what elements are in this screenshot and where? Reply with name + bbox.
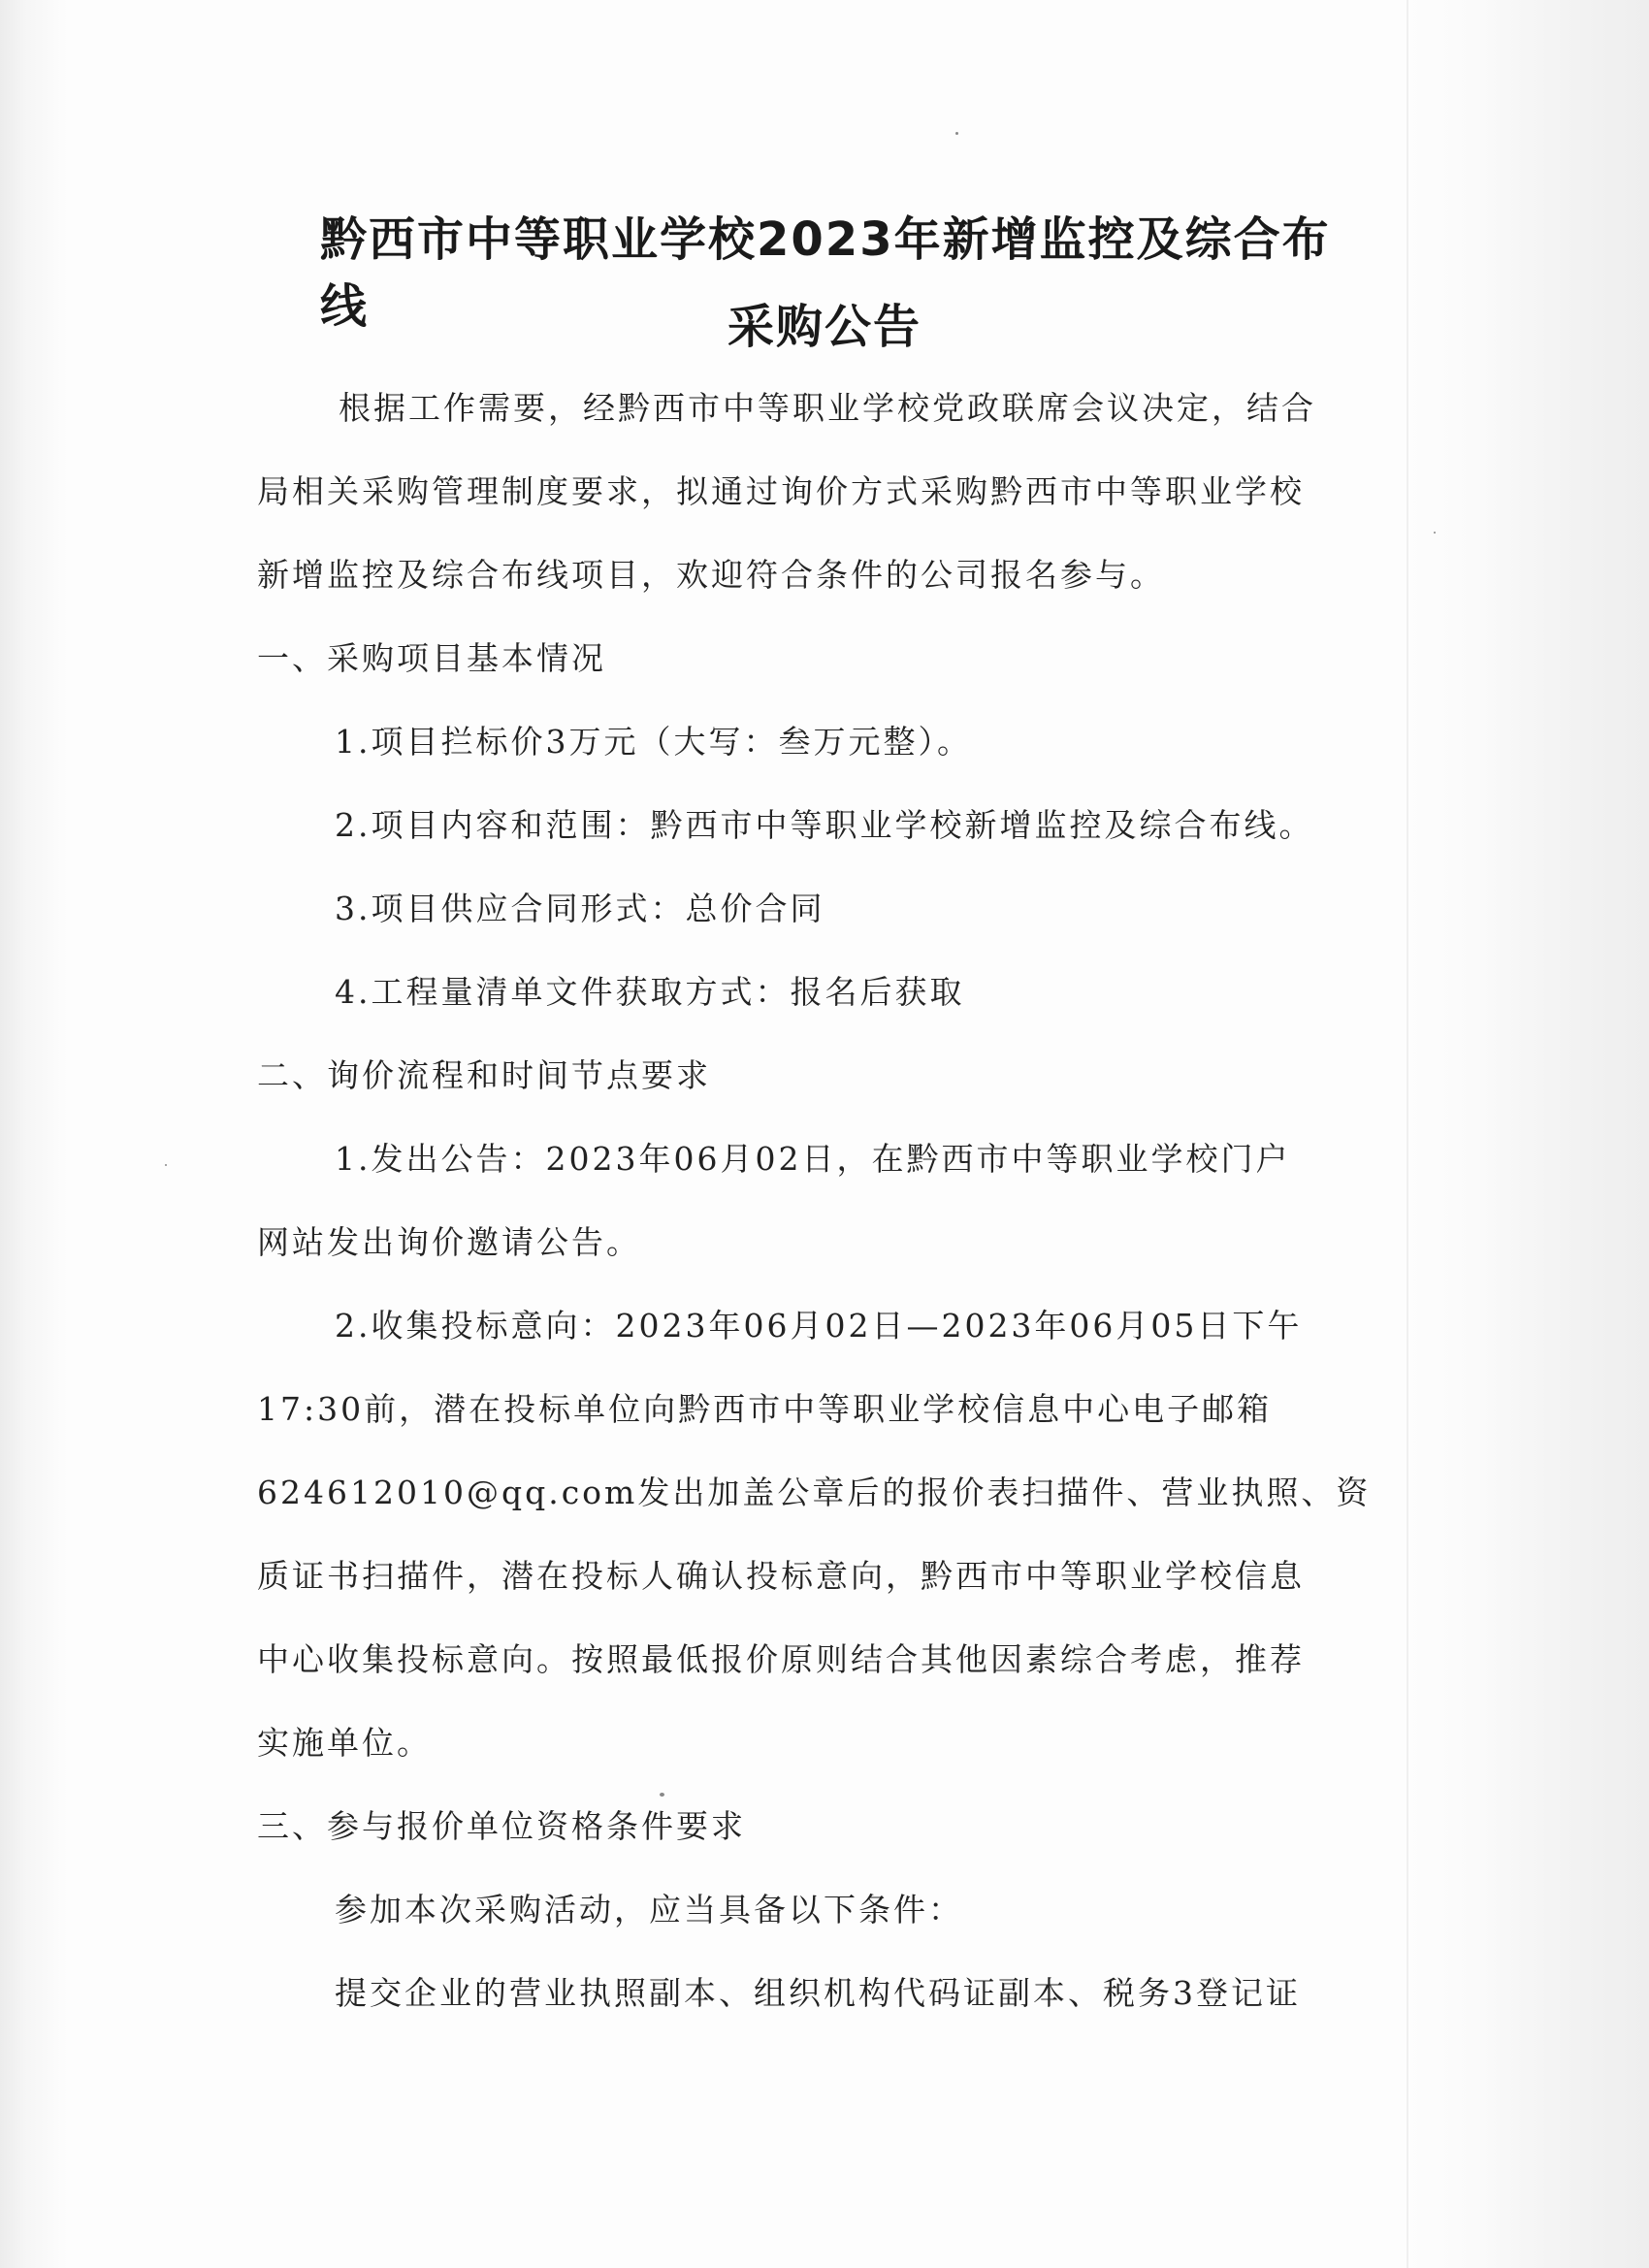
body-line: 17:30前，潜在投标单位向黔西市中等职业学校信息中心电子邮箱 bbox=[257, 1390, 1273, 1428]
body-line: 新增监控及综合布线项目，欢迎符合条件的公司报名参与。 bbox=[257, 556, 1165, 594]
body-line: 参加本次采购活动，应当具备以下条件： bbox=[335, 1891, 963, 1928]
section-heading: 一、采购项目基本情况 bbox=[257, 639, 606, 677]
body-line: 质证书扫描件，潜在投标人确认投标意向，黔西市中等职业学校信息 bbox=[257, 1557, 1305, 1595]
body-line: 1.发出公告：2023年06月02日，在黔西市中等职业学校门户 bbox=[335, 1140, 1291, 1178]
body-line: 中心收集投标意向。按照最低报价原则结合其他因素综合考虑，推荐 bbox=[257, 1640, 1305, 1678]
body-line: 根据工作需要，经黔西市中等职业学校党政联席会议决定，结合 bbox=[339, 389, 1316, 427]
document-title-line-2: 采购公告 bbox=[727, 300, 922, 354]
body-line: 1.项目拦标价3万元（大写：叁万元整）。 bbox=[335, 723, 972, 761]
scan-speck bbox=[660, 1793, 664, 1797]
body-line: 网站发出询价邀请公告。 bbox=[257, 1223, 641, 1261]
scan-speck bbox=[165, 1164, 167, 1166]
body-line: 624612010@qq.com发出加盖公章后的报价表扫描件、营业执照、资 bbox=[257, 1474, 1372, 1511]
section-heading: 三、参与报价单位资格条件要求 bbox=[257, 1807, 746, 1845]
body-line: 4.工程量清单文件获取方式：报名后获取 bbox=[335, 973, 965, 1011]
body-line: 2.收集投标意向：2023年06月02日—2023年06月05日下午 bbox=[335, 1307, 1303, 1345]
body-line: 2.项目内容和范围：黔西市中等职业学校新增监控及综合布线。 bbox=[335, 806, 1314, 844]
scan-speck bbox=[1434, 532, 1436, 534]
body-line: 局相关采购管理制度要求，拟通过询价方式采购黔西市中等职业学校 bbox=[257, 472, 1305, 510]
document-title-line-1: 黔西市中等职业学校2023年新增监控及综合布线 bbox=[320, 212, 1331, 334]
body-line: 实施单位。 bbox=[257, 1724, 432, 1762]
scan-speck bbox=[955, 132, 958, 135]
body-line: 提交企业的营业执照副本、组织机构代码证副本、税务3登记证 bbox=[335, 1974, 1301, 2012]
section-heading: 二、询价流程和时间节点要求 bbox=[257, 1056, 711, 1094]
body-line: 3.项目供应合同形式：总价合同 bbox=[335, 890, 825, 927]
